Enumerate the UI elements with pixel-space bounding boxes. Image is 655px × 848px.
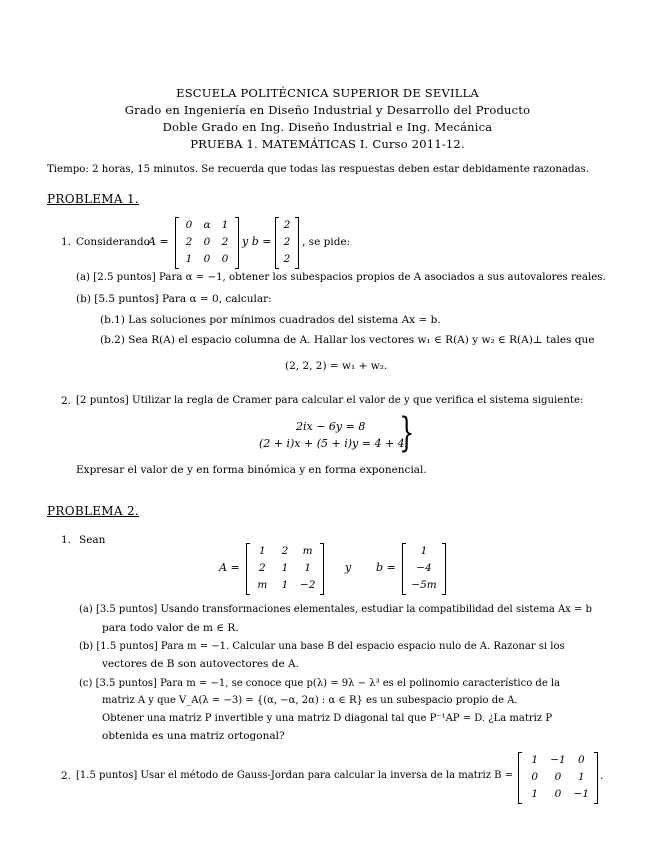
matrix-cell: 2 (283, 236, 291, 248)
p2-vector-b-label: b = (376, 561, 396, 574)
matrix-cell: −1 (573, 788, 590, 800)
p2-part-a-line1: (a) [3.5 puntos] Usando transformaciones elementales, estudiar la compatibilidad del sistema Ax = b (79, 604, 592, 615)
matrix-cell: 0 (185, 219, 193, 231)
p2-part-c-line1: (c) [3.5 puntos] Para m = −1, se conoce que p(λ) = 9λ − λ³ es el polinomio característico de la (79, 678, 561, 689)
matrix-cell: 0 (554, 788, 562, 800)
matrix-cell: −4 (416, 562, 432, 574)
matrix-cell: 0 (221, 253, 229, 265)
p1-q2-statement: [2 puntos] Utilizar la regla de Cramer para calcular el valor de y que verifica el sistema siguiente: (76, 395, 584, 406)
p1-q1-part-b1: (b.1) Las soluciones por mínimos cuadrados del sistema Ax = b. (100, 314, 441, 326)
p1-vector-b-label: y b = (242, 235, 272, 248)
p1-q1-intro: Considerando (76, 236, 150, 248)
matrix-cell: 2 (281, 545, 289, 557)
p2-q2-number: 2. (61, 770, 72, 782)
matrix-cell: 0 (203, 236, 211, 248)
p2-q2-statement: [1.5 puntos] Usar el método de Gauss-Jordan para calcular la inversa de la matriz B = (76, 770, 514, 781)
problem2-title: PROBLEMA 2. (47, 504, 140, 518)
matrix-cell: −5m (411, 579, 437, 591)
p2-q1-number: 1. (61, 534, 72, 546)
p1-q2-tail: Expresar el valor de y en forma binómica y en forma exponencial. (76, 464, 427, 476)
p2-matrix-A-label: A = (219, 561, 240, 574)
double-degree-line: Doble Grado en Ing. Diseño Industrial e Ing. Mecánica (162, 120, 493, 134)
matrix-cell: 1 (221, 219, 229, 231)
exam-title: PRUEBA 1. MATEMÁTICAS I. Curso 2011-12. (190, 137, 465, 151)
matrix-cell: 1 (281, 562, 289, 574)
p1-q2-system-eq1: 2ix − 6y = 8 (296, 420, 366, 433)
p1-matrix-A (175, 217, 239, 269)
p2-q1-intro: Sean (79, 534, 106, 546)
matrix-cell: 1 (281, 579, 289, 591)
matrix-cell: m (257, 579, 268, 591)
matrix-cell: 1 (531, 754, 538, 766)
p2-vector-b (402, 543, 446, 595)
matrix-cell: 1 (420, 545, 428, 557)
p2-and: y (345, 561, 352, 574)
degree-line: Grado en Ingeniería en Diseño Industrial y Desarrollo del Producto (124, 103, 531, 117)
p2-part-a-line2: para todo valor de m ∈ R. (102, 622, 239, 634)
p1-q1-tail: , se pide: (302, 236, 351, 248)
matrix-cell: 2 (221, 236, 229, 248)
p1-vector-b (275, 217, 299, 269)
matrix-cell: −2 (299, 579, 316, 591)
matrix-cell: m (302, 545, 313, 557)
p1-matrix-A-label: A = (148, 235, 169, 248)
p2-part-c-line3: Obtener una matriz P invertible y una matriz D diagonal tal que P⁻¹AP = D. ¿La matriz P (102, 713, 553, 724)
matrix-cell: α (203, 219, 211, 231)
system-brace-icon: } (399, 410, 415, 456)
matrix-cell: 2 (258, 562, 266, 574)
matrix-cell: 2 (283, 253, 291, 265)
matrix-cell: 0 (203, 253, 211, 265)
matrix-cell: 2 (185, 236, 193, 248)
p2-part-c-line4: obtenida es una matriz ortogonal? (102, 730, 285, 742)
matrix-cell: −1 (550, 754, 566, 766)
p1-q1-part-b2: (b.2) Sea R(A) el espacio columna de A. Hallar los vectores w₁ ∈ R(A) y w₂ ∈ R(A)⊥ tales que (100, 334, 595, 346)
matrix-cell: 1 (185, 253, 193, 265)
matrix-cell: 1 (304, 562, 311, 574)
matrix-cell: 1 (531, 788, 538, 800)
matrix-cell: 0 (531, 771, 538, 783)
matrix-cell: 2 (283, 219, 291, 231)
p2-part-b-line2: vectores de B son autovectores de A. (102, 658, 299, 670)
matrix-cell: 1 (258, 545, 266, 557)
p1-q1-part-b: (b) [5.5 puntos] Para α = 0, calcular: (76, 293, 272, 305)
matrix-cell: 0 (577, 754, 585, 766)
matrix-cell: 1 (577, 771, 585, 783)
time-note: Tiempo: 2 horas, 15 minutos. Se recuerda que todas las respuestas deben estar debidamente razonadas. (47, 164, 590, 175)
p1-q1-part-a: (a) [2.5 puntos] Para α = −1, obtener los subespacios propios de A asociados a sus autovalores reales. (76, 272, 606, 283)
p2-q2-tail: . (600, 770, 604, 782)
p1-q2-system-eq2: (2 + i)x + (5 + i)y = 4 + 4i (259, 437, 409, 450)
p2-matrix-A (246, 543, 324, 595)
p1-q2-number: 2. (61, 395, 72, 407)
p1-q1-b2-equation: (2, 2, 2) = w₁ + w₂. (285, 360, 388, 372)
p2-part-b-line1: (b) [1.5 puntos] Para m = −1. Calcular una base B del espacio espacio nulo de A. Razonar si los (79, 641, 565, 652)
matrix-cell: 0 (554, 771, 562, 783)
p2-matrix-B (518, 752, 598, 804)
p1-q1-number: 1. (61, 236, 72, 248)
problem1-title: PROBLEMA 1. (47, 192, 140, 206)
p2-part-c-line2: matriz A y que V_A(λ = −3) = {(α, −α, 2α) : α ∈ R} es un subespacio propio de A. (102, 695, 518, 706)
school-name: ESCUELA POLITÉCNICA SUPERIOR DE SEVILLA (176, 86, 479, 100)
